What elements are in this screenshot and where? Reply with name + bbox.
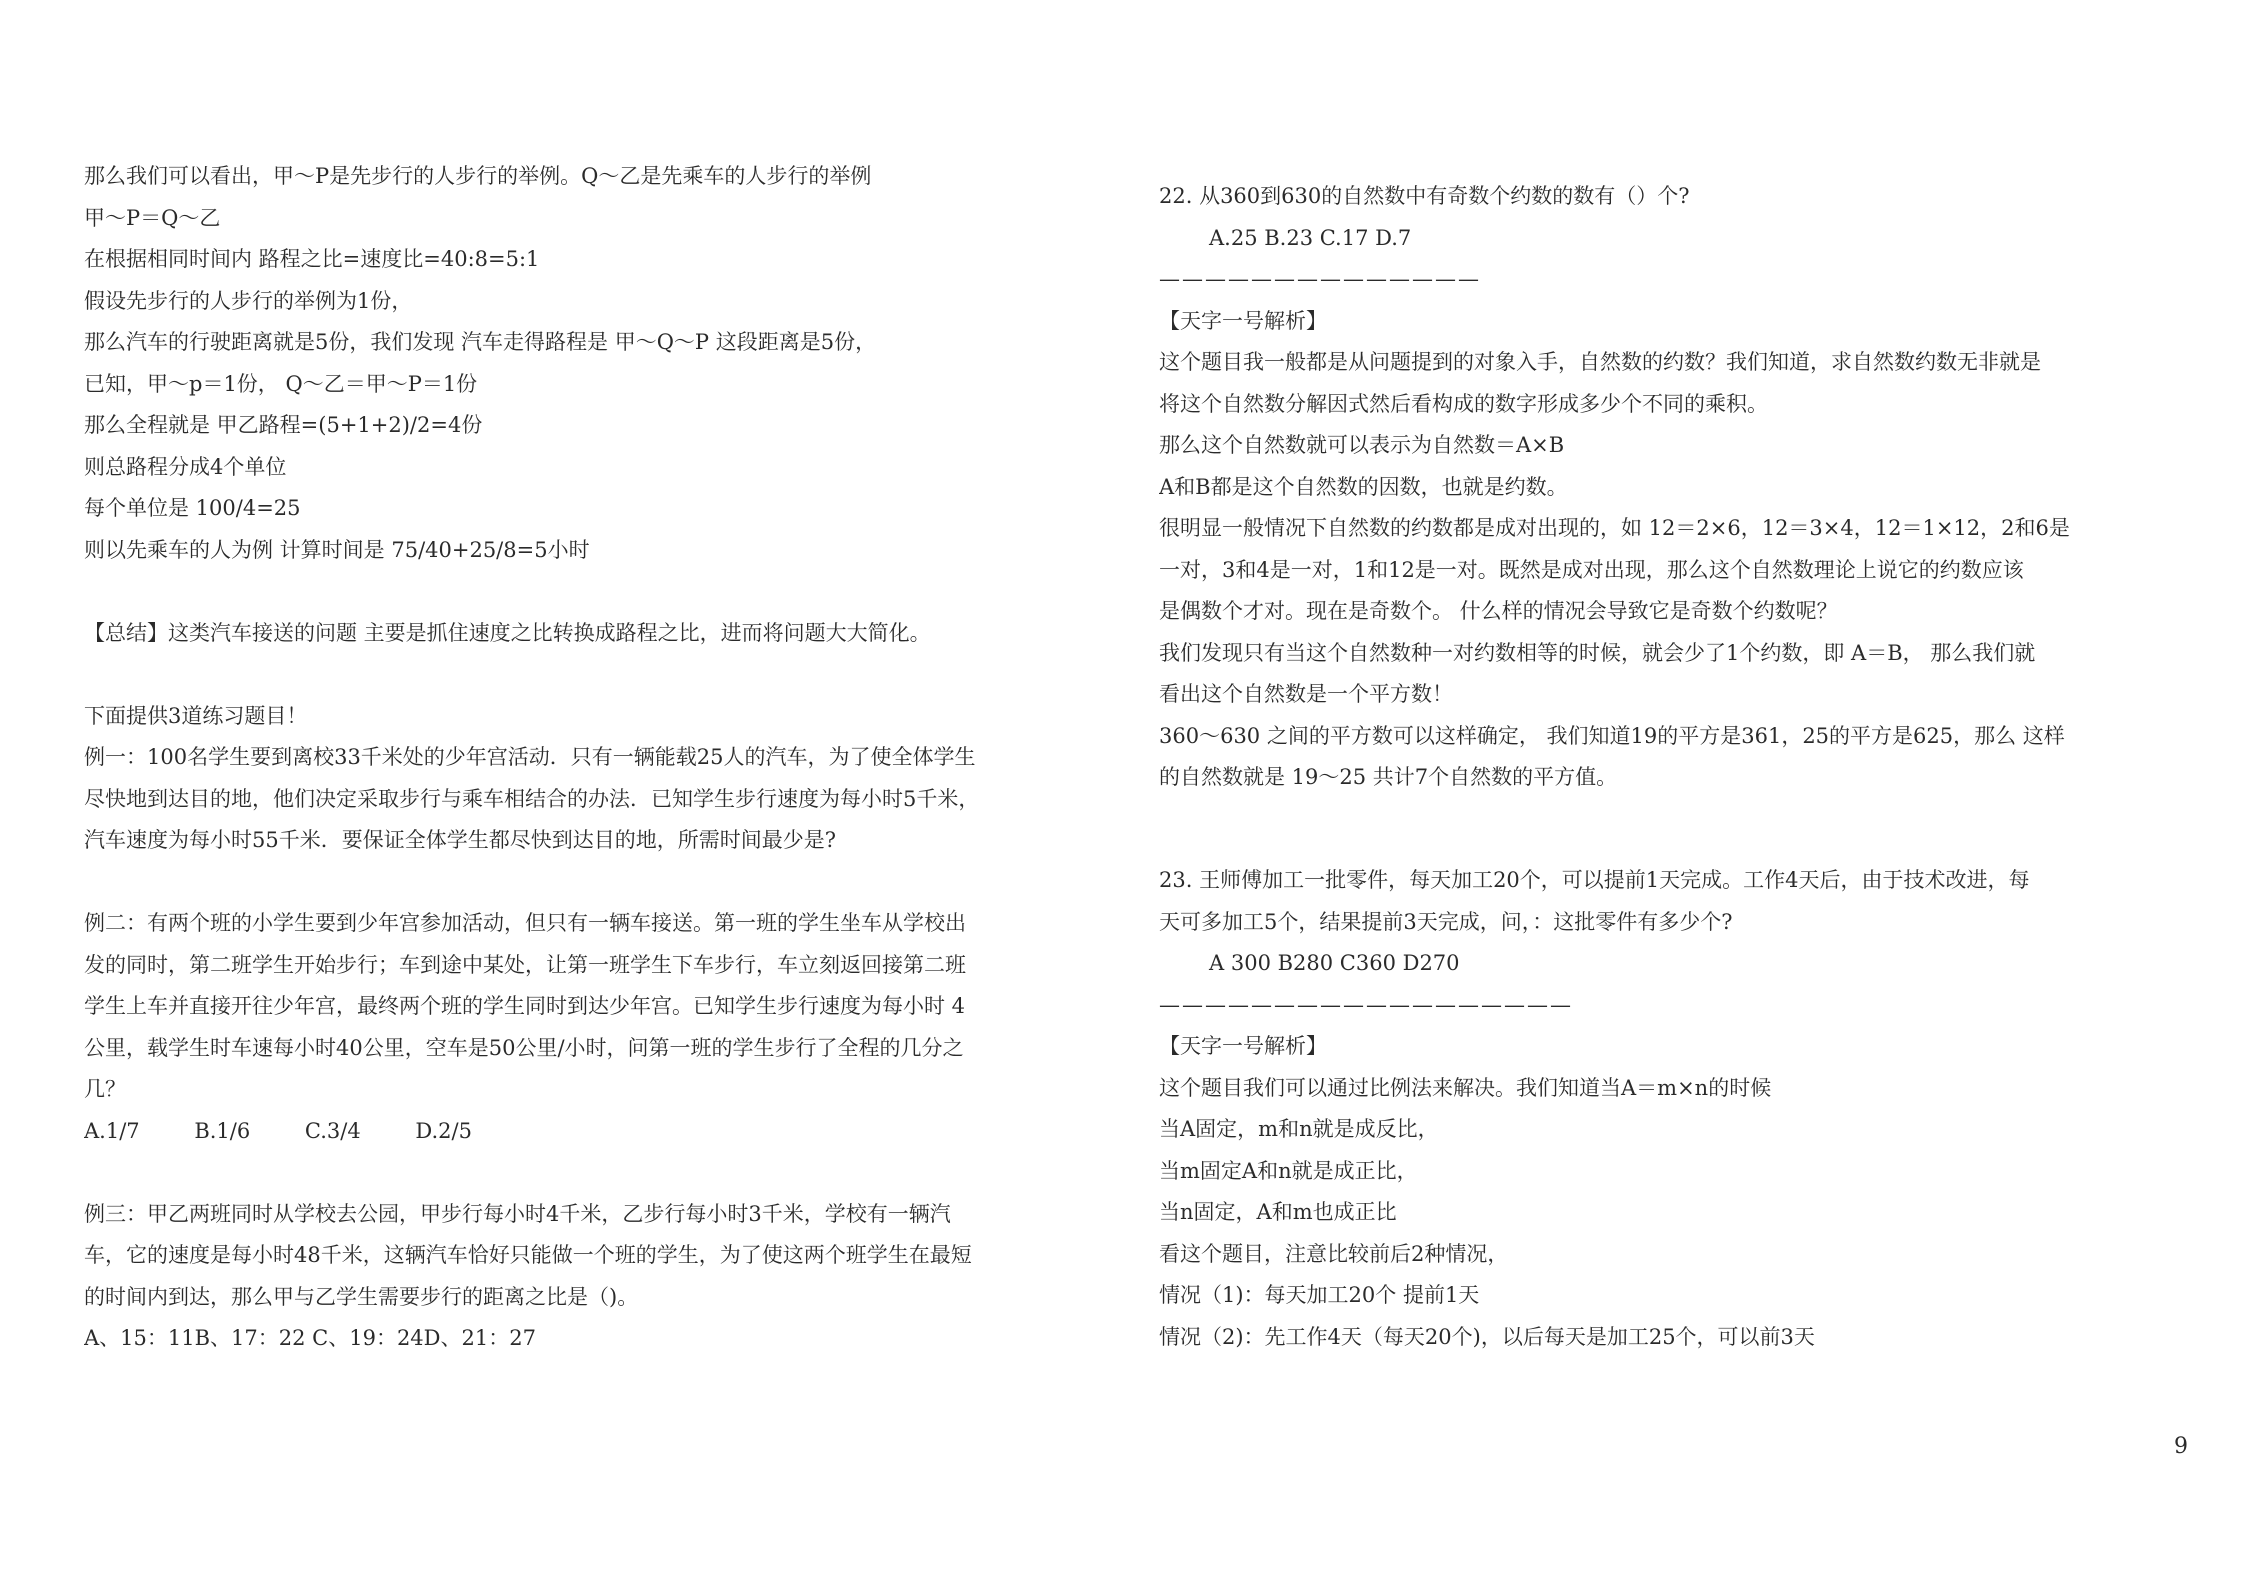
q22-analysis-title: 【天字一号解析】	[1159, 308, 1327, 333]
text-line: 那么汽车的行驶距离就是5份，我们发现 汽车走得路程是 甲～Q～P 这段距离是5份，	[84, 330, 877, 354]
example1-line: 汽车速度为每小时55千米．要保证全体学生都尽快到达目的地，所需时间最少是?	[84, 828, 836, 852]
example3-line: 的时间内到达，那么甲与乙学生需要步行的距离之比是（)。	[84, 1284, 639, 1309]
text-line: 假设先步行的人步行的举例为1份，	[84, 288, 413, 313]
option-d: D.2/5	[415, 1118, 472, 1143]
example3-line: 车，它的速度是每小时48千米，这辆汽车恰好只能做一个班的学生，为了使这两个班学生在最短	[84, 1243, 972, 1267]
analysis-line: 情况（1)：每天加工20个 提前1天	[1159, 1283, 1480, 1307]
analysis-line: 那么这个自然数就可以表示为自然数＝A×B	[1159, 433, 1565, 457]
text-line: 每个单位是 100/4=25	[84, 496, 301, 520]
left-column	[84, 156, 1104, 1360]
text-line: 则总路程分成4个单位	[84, 454, 287, 479]
q22-options: A.25 B.23 C.17 D.7	[1209, 225, 1412, 250]
option-c: C.3/4	[304, 1118, 361, 1143]
page-number: 9	[2174, 1434, 2188, 1459]
summary-line: 【总结】这类汽车接送的问题 主要是抓住速度之比转换成路程之比，进而将问题大大简化。	[84, 620, 931, 645]
text-line: 那么全程就是 甲乙路程=(5+1+2)/2=4份	[84, 413, 483, 437]
example1-line: 尽快地到达目的地，他们决定采取步行与乘车相结合的办法．已知学生步行速度为每小时5千米，	[84, 786, 980, 811]
analysis-line: 是偶数个才对。现在是奇数个。 什么样的情况会导致它是奇数个约数呢？	[1159, 599, 1838, 623]
option-b: B.1/6	[194, 1118, 251, 1143]
text-line: 在根据相同时间内 路程之比=速度比=40:8=5:1	[84, 247, 540, 271]
analysis-line: 看出这个自然数是一个平方数！	[1159, 682, 1453, 706]
text-line: 甲～P＝Q～乙	[84, 205, 221, 230]
text-line: 那么我们可以看出，甲～P是先步行的人步行的举例。Q～乙是先乘车的人步行的举例	[84, 164, 872, 188]
q23-separator: ——————————————————	[1159, 992, 1573, 1017]
analysis-line: 我们发现只有当这个自然数种一对约数相等的时候，就会少了1个约数，即 A＝B， 那么我们就	[1159, 640, 2036, 665]
option-a: A.1/7	[84, 1118, 140, 1143]
example2-line: 例二：有两个班的小学生要到少年宫参加活动，但只有一辆车接送。第一班的学生坐车从学校出	[84, 911, 966, 935]
example2-line: 公里，载学生时车速每小时40公里，空车是50公里/小时，问第一班的学生步行了全程的几分之	[84, 1035, 964, 1060]
q23-analysis-title: 【天字一号解析】	[1159, 1034, 1327, 1058]
analysis-line: A和B都是这个自然数的因数，也就是约数。	[1159, 474, 1568, 499]
example3-options: A、15：11B、17：22 C、19：24D、21：27	[84, 1326, 536, 1350]
analysis-line: 一对，3和4是一对，1和12是一对。既然是成对出现，那么这个自然数理论上说它的约数应该	[1159, 557, 2024, 582]
analysis-line: 很明显一般情况下自然数的约数都是成对出现的，如 12＝2×6，12＝3×4，12＝1×12，2和6是	[1159, 516, 2070, 540]
example2-options	[84, 1111, 1104, 1153]
example1-line: 例一：100名学生要到离校33千米处的少年宫活动．只有一辆能载25人的汽车，为了使全体学生	[84, 745, 976, 769]
analysis-line: 这个题目我们可以通过比例法来解决。我们知道当A＝m×n的时候	[1159, 1075, 1772, 1100]
analysis-line: 看这个题目，注意比较前后2种情况，	[1159, 1241, 1509, 1266]
q23-question: 23. 王师傅加工一批零件，每天加工20个，可以提前1天完成。工作4天后，由于技术改进，每	[1159, 868, 2030, 892]
q23-question: 天可多加工5个，结果提前3天完成，问，：这批零件有多少个?	[1159, 909, 1733, 934]
analysis-line: 当n固定，A和m也成正比	[1159, 1200, 1397, 1224]
analysis-line: 当A固定，m和n就是成反比，	[1159, 1117, 1439, 1141]
analysis-line: 当m固定A和n就是成正比，	[1159, 1158, 1418, 1183]
text-line: 则以先乘车的人为例 计算时间是 75/40+25/8=5小时	[84, 537, 590, 562]
analysis-line: 这个题目我一般都是从问题提到的对象入手，自然数的约数？我们知道，求自然数约数无非就是	[1159, 350, 2041, 374]
q22-separator: ——————————————	[1159, 267, 1481, 291]
example2-line: 几？	[84, 1077, 126, 1101]
q22-question: 22. 从360到630的自然数中有奇数个约数的数有（）个?	[1159, 184, 1690, 208]
analysis-line: 的自然数就是 19～25 共计7个自然数的平方值。	[1159, 765, 1618, 789]
analysis-line: 将这个自然数分解因式然后看构成的数字形成多少个不同的乘积。	[1159, 391, 1768, 416]
practice-intro: 下面提供3道练习题目！	[84, 703, 308, 728]
example3-line: 例三：甲乙两班同时从学校去公园，甲步行每小时4千米，乙步行每小时3千米，学校有一辆汽	[84, 1201, 951, 1226]
text-line: 已知，甲～p＝1份， Q～乙＝甲～P＝1份	[84, 371, 478, 396]
example2-line: 学生上车并直接开往少年宫，最终两个班的学生同时到达少年宫。已知学生步行速度为每小时 4	[84, 994, 966, 1018]
right-column	[1159, 156, 2179, 1358]
q23-options: A 300 B280 C360 D270	[1209, 951, 1460, 975]
analysis-line: 情况（2)：先工作4天（每天20个)，以后每天是加工25个，可以前3天	[1159, 1324, 1815, 1349]
analysis-line: 360～630 之间的平方数可以这样确定， 我们知道19的平方是361，25的平方是625，那么 这样	[1159, 723, 2065, 748]
example2-line: 发的同时，第二班学生开始步行；车到途中某处，让第一班学生下车步行，车立刻返回接第二班	[84, 952, 966, 977]
